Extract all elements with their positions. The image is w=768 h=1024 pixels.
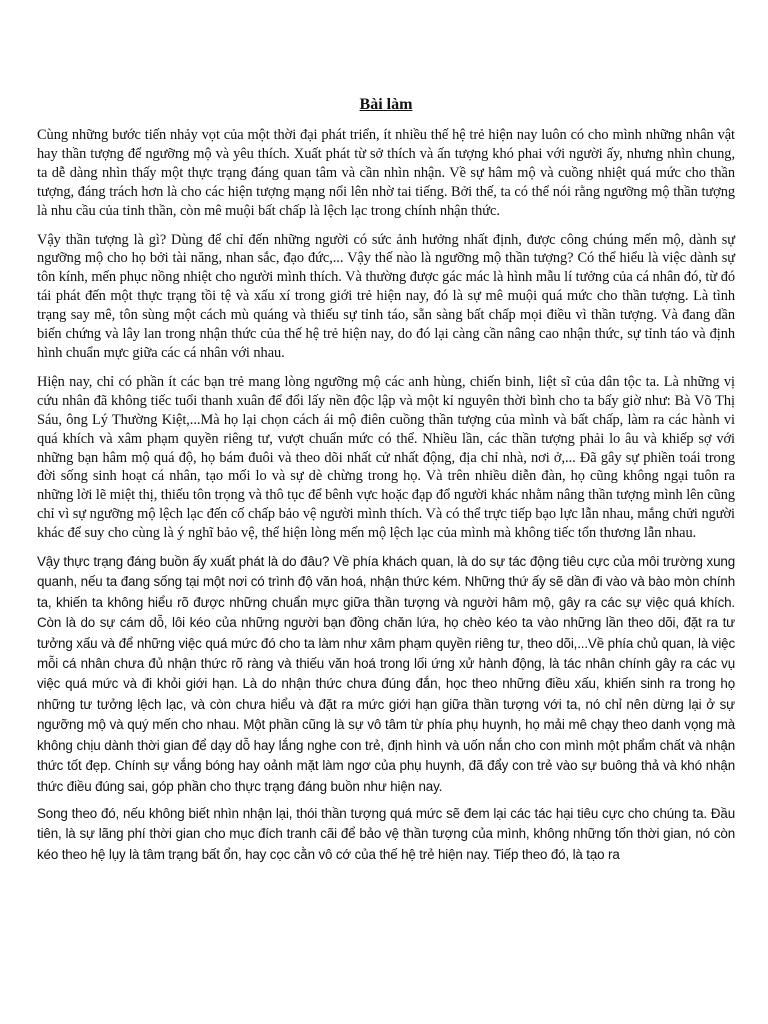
document-page xyxy=(37,0,735,865)
paragraph-1: Cùng những bước tiến nhảy vọt của một thời đại phát triển, ít nhiều thế hệ trẻ hiện nay luôn có cho mình những nhân vật hay thần tượng để ngưỡng mộ và yêu thích. Xuất phát từ sở thích và ấn tượng khó phai với người ấy, nhưng nhìn chung, ta dễ dàng nhìn thấy một thực trạng đáng quan tâm và cần nhìn nhận. Về sự hâm mộ và cuồng nhiệt quá mức cho thần tượng, đáng trách hơn là cho các hiện tượng mạng nổi lên nhờ tai tiếng. Bởi thế, ta có thể nói rằng ngưỡng mộ thần tượng là nhu cầu của tinh thần, còn mê muội bất chấp là lệch lạc trong chính nhận thức. xyxy=(37,127,735,219)
paragraph-5: Song theo đó, nếu không biết nhìn nhận lại, thói thần tượng quá mức sẽ đem lại các tác hại tiêu cực cho chúng ta. Đầu tiên, là sự lãng phí thời gian cho mục đích tranh cãi để bảo vệ thần tượng của mình, không những tốn thời gian, nó còn kéo theo hệ lụy là tâm trạng bất ổn, hay cọc cằn vô cớ của thế hệ trẻ hiện nay. Tiếp theo đó, là tạo ra xyxy=(37,805,735,862)
document-title: Bài làm xyxy=(359,96,413,113)
paragraph-2: Vậy thần tượng là gì? Dùng để chỉ đến những người có sức ảnh hưởng nhất định, được công chúng mến mộ, dành sự ngưỡng mộ cho họ bởi tài năng, nhan sắc, đạo đức,... Vậy thế nào là ngưỡng mộ thần tượng? Có thể hiểu là việc dành sự tôn kính, mến phục nồng nhiệt cho người mình thích. Và thường được gác mác là hình mẫu lí tưởng của cá nhân đó, từ đó tái phát đến một thực trạng tồi tệ và xấu xí trong giới trẻ hiện nay, đó là sự mê muội quá mức cho thần tượng. Là tình trạng say mê, tôn sùng một cách mù quáng và thiếu sự tỉnh táo, sẵn sàng bất chấp mọi điều vì thần tượng. Và đang dần biến chứng và lây lan trong nhận thức của thế hệ trẻ hiện nay, do đó lại càng cần nâng cao nhận thức, sự tỉnh táo và định hình chuẩn mực giữa các cá nhân với nhau. xyxy=(37,231,735,361)
paragraph-4: Vậy thực trạng đáng buồn ấy xuất phát là do đâu? Về phía khách quan, là do sự tác động tiêu cực của môi trường xung quanh, nếu ta đang sống tại một nơi có trình độ văn hoá, nhận thức kém. Những thứ ấy sẽ dần đi vào và bào mòn chính ta, khiến ta không hiểu rõ được những chuẩn mực giữa thần tượng và người hâm mộ, gây ra các sự việc quá khích. Còn là do sự cám dỗ, lôi kéo của những người bạn đồng chăn lứa, họ chèo kéo ta vào những lần theo dõi, đặt ra tư tưởng xấu và để những việc quá mức đó cho ta làm như xâm phạm quyền riêng tư, theo dõi,...Về phía chủ quan, là việc mỗi cá nhân chưa đủ nhận thức rõ ràng và thiếu văn hoá trong lối ứng xử hành động, là tác nhân chính gây ra các vụ việc quá mức và đi khỏi giới hạn. Là do nhận thức chưa đúng đắn, học theo những điều xấu, khiến sinh ra trong họ những tư tưởng lệch lạc, và còn chưa hiểu và đặt ra mức giới hạn giữa thần tượng với ta, nó chỉ nên dừng lại ở sự ngưỡng mộ và quý mến cho nhau. Một phần cũng là sự vô tâm từ phía phụ huynh, họ mải mê chạy theo danh vọng mà không chịu dành thời gian để dạy dỗ hay lắng nghe con trẻ, định hình và uốn nắn cho con mình một phẩm chất và nhận thức tốt đẹp. Chính sự vắng bóng hay oảnh mặt làm ngơ của phụ huynh, đã đẩy con trẻ vào sự buông thả và khó nhận thức điều đúng sai, góp phần cho thực trạng đáng buồn như hiện nay. xyxy=(37,554,735,794)
paragraph-3: Hiện nay, chỉ có phần ít các bạn trẻ mang lòng ngưỡng mộ các anh hùng, chiến binh, liệt sĩ của dân tộc ta. Là những vị cứu nhân đã không tiếc tuổi thanh xuân để đổi lấy nền độc lập và một kỉ nguyên thời bình cho ta bấy giờ như: Bà Võ Thị Sáu, ông Lý Thường Kiệt,...Mà họ lại chọn cách ái mộ điên cuồng thần tượng của mình và bất chấp, làm ra các hành vi quá khích và xâm phạm quyền riêng tư, vượt chuẩn mức có thể. Nhiều lần, các thần tượng phải lo âu và khiếp sợ với những bạn hâm mộ quá độ, họ bám đuôi và theo dõi nhất cử nhất động, địa chỉ nhà, nơi ở,... Đã gây sự phiền toái trong đời sống sinh hoạt cá nhân, tạo mối lo và sự dè chừng trong họ. Và trên nhiều diễn đàn, họ cũng không ngại tuôn ra những lời lẽ miệt thị, thiếu tôn trọng và thô tục để bênh vực hoặc đạp đổ người khác nhằm nâng thần tượng mình lên cũng chỉ vì sự ngưỡng mộ lệch lạc đến cố chấp bảo vệ người mình thích. Và có thể trực tiếp bạo lực lẫn nhau, mắng chửi người khác để suy cho cùng là ý nghĩ bảo vệ, thể hiện lòng mến mộ lệch lạc của mình mà không tiếc tổn thương lẫn nhau. xyxy=(37,373,735,542)
